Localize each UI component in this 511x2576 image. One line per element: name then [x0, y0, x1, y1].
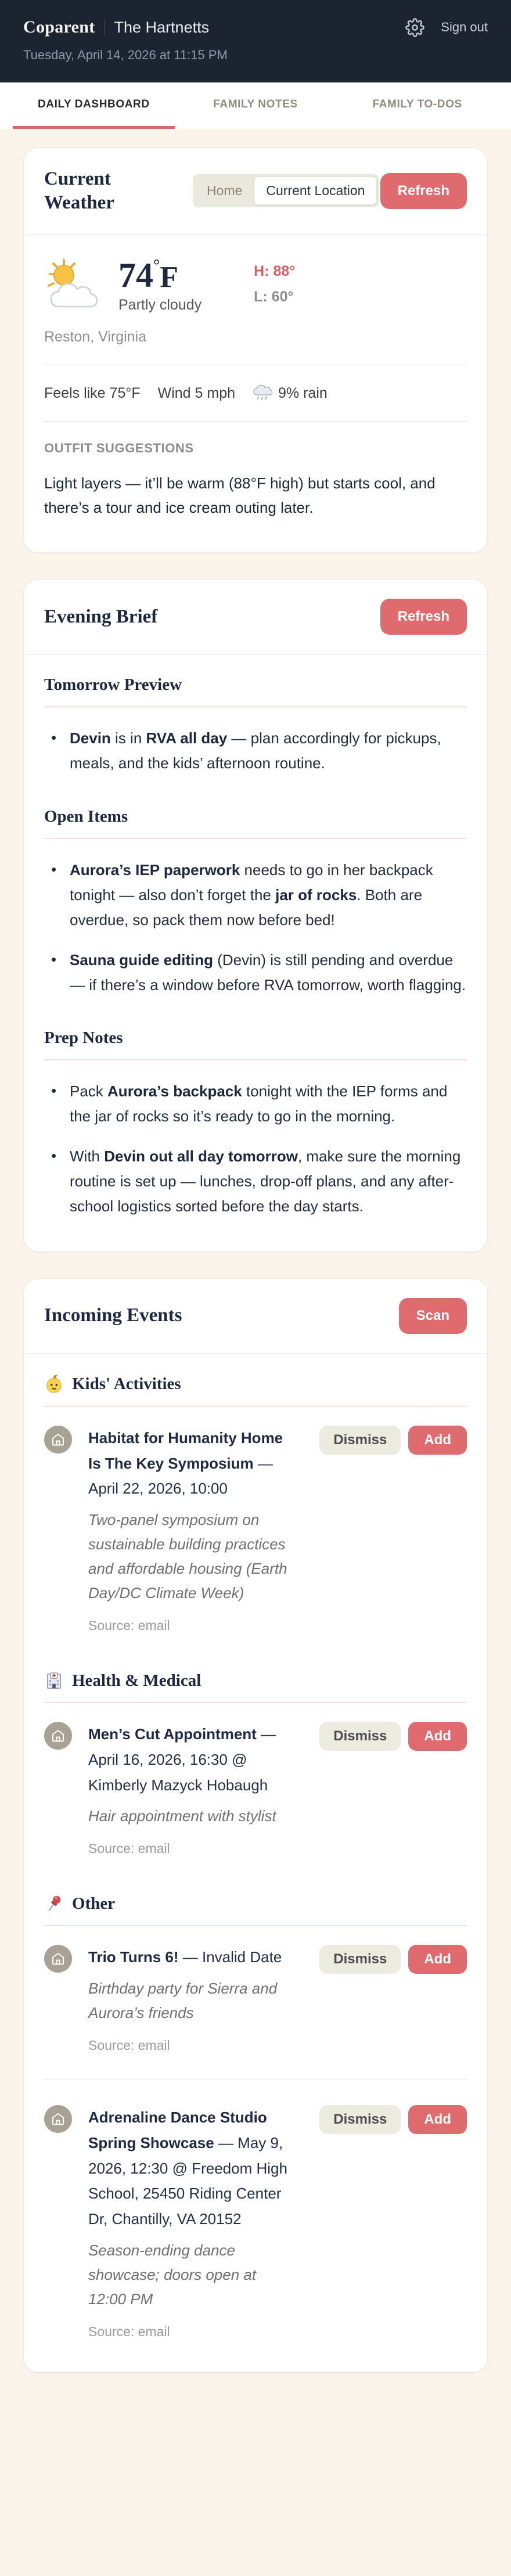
- outfit-suggestions-label: OUTFIT SUGGESTIONS: [44, 441, 194, 455]
- weather-refresh-button[interactable]: Refresh: [380, 173, 467, 209]
- sun-behind-cloud-icon: [44, 258, 102, 311]
- brief-section: [44, 675, 467, 776]
- house-icon: [44, 1722, 72, 1750]
- event-title: Habitat for Humanity Home Is The Key Symposium — April 22, 2026, 10:00: [88, 1429, 283, 1498]
- baby-icon: [44, 1375, 64, 1394]
- add-button[interactable]: Add: [408, 1426, 467, 1455]
- high-temp: H: 88°: [254, 263, 296, 280]
- dismiss-button[interactable]: Dismiss: [319, 1426, 401, 1455]
- weather-location: Reston, Virginia: [44, 329, 147, 345]
- brief-bullet: • Pack Aurora’s backpack tonight with the IEP forms and the jar of rocks so it’s ready to go in the morning.: [44, 1079, 467, 1129]
- event-section-heading: [44, 1375, 467, 1394]
- incoming-events-title: Incoming Events: [44, 1305, 182, 1326]
- evening-brief-card: [23, 579, 488, 1252]
- brief-section-heading: Open Items: [44, 807, 128, 826]
- add-button[interactable]: Add: [408, 2105, 467, 2134]
- hospital-icon: [44, 1671, 64, 1690]
- current-weather-card: [23, 147, 488, 553]
- scan-button[interactable]: Scan: [399, 1298, 467, 1334]
- event-source: Source: email: [88, 2038, 170, 2053]
- tab-family-to-dos[interactable]: FAMILY TO-DOS: [372, 98, 462, 110]
- family-name: The Hartnetts: [114, 18, 210, 36]
- event-source: Source: email: [88, 1841, 170, 1857]
- outfit-suggestions-text: Light layers — it’ll be warm (88°F high) but starts cool, and there’s a tour and ice cream outing later.: [44, 474, 436, 517]
- brief-bullet: • Sauna guide editing (Devin) is still pending and overdue — if there’s a window before RVA tomorrow, worth flagging.: [44, 948, 467, 998]
- brief-bullet: • With Devin out all day tomorrow, make sure the morning routine is set up — lunches, drop-off plans, and any after-school logistics sorted before the day starts.: [44, 1144, 467, 1219]
- tab-family-notes[interactable]: FAMILY NOTES: [213, 98, 298, 110]
- weather-condition: Partly cloudy: [118, 297, 202, 313]
- event-description: Season-ending dance showcase; doors open at 12:00 PM: [88, 2241, 257, 2308]
- event-description: Two-panel symposium on sustainable building practices and affordable housing (Earth Day/DC Climate Week): [88, 1510, 287, 1602]
- event-title: Trio Turns 6! — Invalid Date: [88, 1948, 282, 1966]
- dismiss-button[interactable]: Dismiss: [319, 2105, 401, 2134]
- event-item: [44, 1945, 467, 2053]
- weather-stats: [44, 384, 467, 402]
- brand-logo: Coparent: [23, 17, 95, 37]
- brief-section-heading: Tomorrow Preview: [44, 675, 182, 695]
- dashboard-main: [0, 129, 511, 2423]
- toggle-option-current-location[interactable]: Current Location: [254, 177, 377, 205]
- brief-bullet-list: [44, 726, 467, 776]
- tab-daily-dashboard[interactable]: DAILY DASHBOARD: [13, 82, 175, 129]
- event-title: Adrenaline Dance Studio Spring Showcase — May 9, 2026, 12:30 @ Freedom High School, 25450 Riding Center Dr, Chantilly, VA 20152: [88, 2109, 287, 2228]
- weather-now: [44, 256, 467, 314]
- app-header: [0, 0, 511, 82]
- event-section: [44, 1671, 467, 1857]
- weather-card-title: Current Weather: [44, 168, 114, 213]
- event-title: Men’s Cut Appointment — April 16, 2026, 16:30 @ Kimberly Mazyck Hobaugh: [88, 1725, 276, 1794]
- event-item: [44, 2079, 467, 2340]
- wind: Wind 5 mph: [157, 384, 236, 401]
- event-item: [44, 1722, 467, 1857]
- event-source: Source: email: [88, 2324, 170, 2340]
- brief-bullet: • Aurora’s IEP paperwork needs to go in her backpack tonight — also don’t forget the jar of rocks. Both are overdue, so pack them now before bed!: [44, 858, 467, 933]
- house-icon: [44, 1426, 72, 1454]
- event-description: Birthday party for Sierra and Aurora’s friends: [88, 1980, 278, 2022]
- house-icon: [44, 1945, 72, 1973]
- low-temp: L: 60°: [254, 289, 294, 305]
- location-toggle: [193, 174, 379, 207]
- brief-section: [44, 1028, 467, 1218]
- event-section-heading: [44, 1894, 467, 1913]
- dismiss-button[interactable]: Dismiss: [319, 1722, 401, 1751]
- brief-section: [44, 807, 467, 997]
- dismiss-button[interactable]: Dismiss: [319, 1945, 401, 1974]
- temperature: 74°F: [118, 256, 178, 294]
- event-section-label: Kids' Activities: [72, 1375, 181, 1394]
- event-item: [44, 1426, 467, 1634]
- event-section-heading: [44, 1671, 467, 1690]
- house-icon: [44, 2105, 72, 2133]
- brief-bullet-list: [44, 1079, 467, 1218]
- rain-cloud-icon: [253, 384, 272, 402]
- add-button[interactable]: Add: [408, 1722, 467, 1751]
- brief-bullet: • Devin is in RVA all day — plan accordingly for pickups, meals, and the kids’ afternoon routine.: [44, 726, 467, 776]
- brief-section-heading: Prep Notes: [44, 1028, 123, 1048]
- event-section: [44, 1375, 467, 1634]
- event-description: Hair appointment with stylist: [88, 1807, 276, 1825]
- add-button[interactable]: Add: [408, 1945, 467, 1974]
- pushpin-icon: [44, 1894, 64, 1913]
- event-section: [44, 1894, 467, 2340]
- event-section-label: Health & Medical: [72, 1671, 201, 1690]
- gear-icon[interactable]: [405, 18, 424, 37]
- current-datetime: Tuesday, April 14, 2026 at 11:15 PM: [23, 48, 228, 62]
- toggle-option-home[interactable]: Home: [207, 183, 243, 199]
- brief-bullet-list: [44, 858, 467, 997]
- sign-out-button[interactable]: Sign out: [441, 20, 488, 34]
- event-source: Source: email: [88, 1618, 170, 1634]
- tab-bar: [0, 82, 511, 129]
- event-section-label: Other: [72, 1894, 116, 1913]
- incoming-events-card: [23, 1278, 488, 2373]
- brief-refresh-button[interactable]: Refresh: [380, 599, 467, 635]
- feels-like: Feels like 75°F: [44, 384, 141, 401]
- evening-brief-title: Evening Brief: [44, 606, 158, 627]
- rain-chance: 9% rain: [278, 384, 328, 401]
